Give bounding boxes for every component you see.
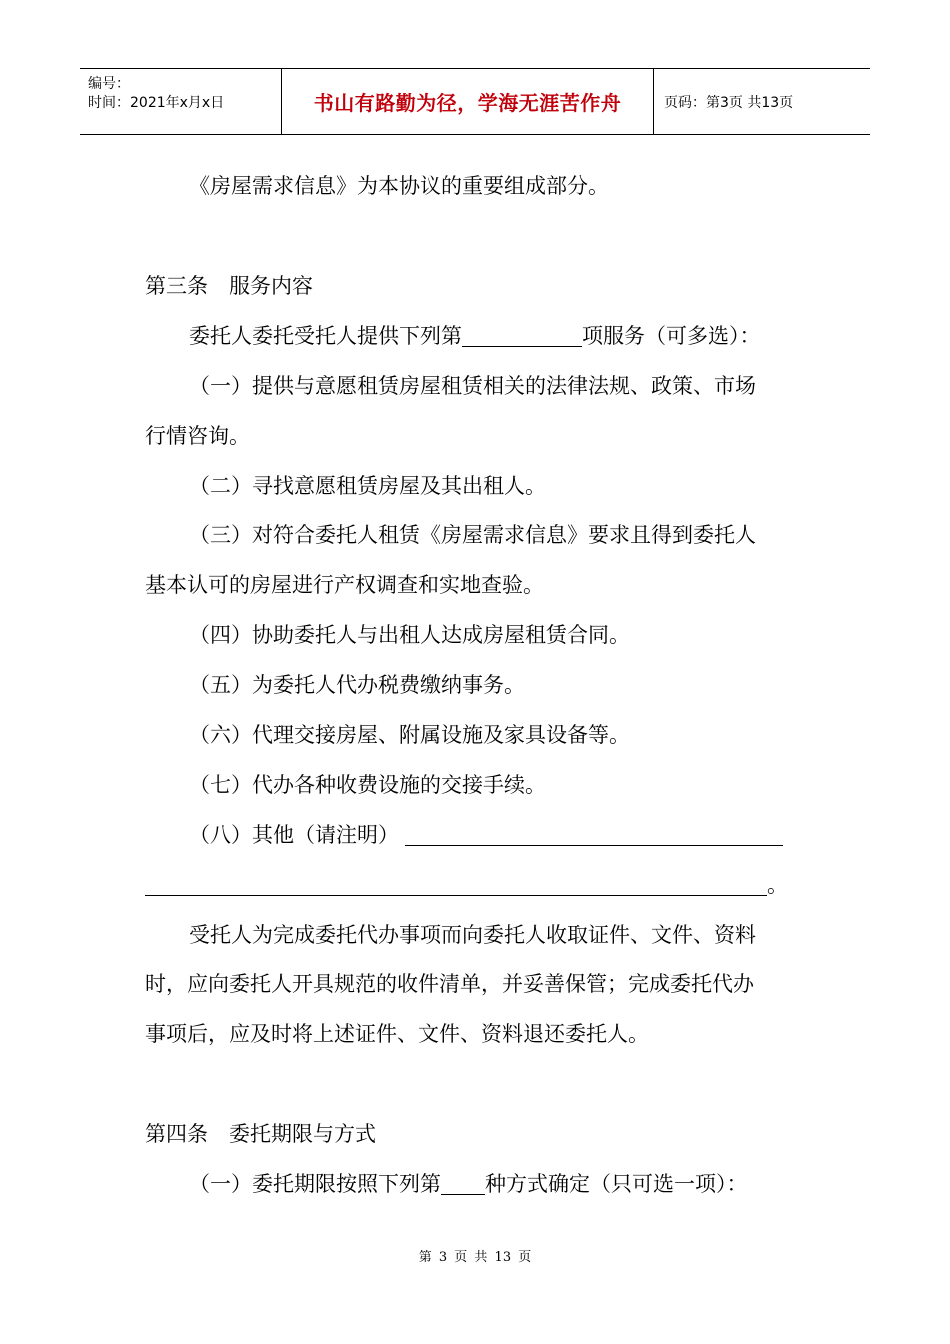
item6: （六）代理交接房屋、附属设施及家具设备等。 (189, 723, 630, 747)
item7: （七）代办各种收费设施的交接手续。 (189, 773, 546, 797)
lead-text-after: 项服务（可多选）： (582, 324, 761, 348)
lead-text-before: 委托人委托受托人提供下列第 (189, 324, 462, 348)
article3-title: 第三条 服务内容 (145, 274, 313, 298)
article4-item1-before: （一）委托期限按照下列第 (189, 1172, 441, 1196)
page-footer: 第 3 页 共 13 页 (418, 1250, 532, 1265)
other-specify-blank-2[interactable] (145, 874, 767, 896)
page-info: 页码：第3页 共13页 (664, 94, 794, 111)
number-label: 编号： (88, 76, 130, 92)
item2: （二）寻找意愿租赁房屋及其出租人。 (189, 474, 546, 498)
item3-line1: （三）对符合委托人租赁《房屋需求信息》要求且得到委托人 (189, 523, 756, 547)
article4-item1 (189, 1170, 748, 1198)
article4-item1-after: 种方式确定（只可选一项）： (485, 1172, 748, 1196)
item8 (189, 821, 783, 849)
motto-text: 书山有路勤为径，学海无涯苦作舟 (313, 91, 622, 115)
header-info-cell (80, 69, 282, 134)
item8-label: （八）其他（请注明） (189, 823, 399, 847)
para-line1: 受托人为完成委托代办事项而向委托人收取证件、文件、资料 (189, 923, 756, 947)
item1-line2: 行情咨询。 (145, 424, 250, 448)
header-table (80, 68, 870, 135)
intro-paragraph: 《房屋需求信息》为本协议的重要组成部分。 (189, 174, 609, 198)
para-line3: 事项后，应及时将上述证件、文件、资料退还委托人。 (145, 1022, 649, 1046)
item8-end: 。 (767, 873, 788, 897)
item3-line2: 基本认可的房屋进行产权调查和实地查验。 (145, 573, 544, 597)
service-number-blank[interactable] (462, 325, 582, 347)
article4-title: 第四条 委托期限与方式 (145, 1122, 376, 1146)
item8-continuation (145, 871, 788, 899)
method-number-blank[interactable] (441, 1173, 485, 1195)
item5: （五）为委托人代办税费缴纳事务。 (189, 673, 525, 697)
para-line2: 时，应向委托人开具规范的收件清单，并妥善保管；完成委托代办 (145, 972, 754, 996)
item1-line1: （一）提供与意愿租赁房屋租赁相关的法律法规、政策、市场 (189, 374, 756, 398)
item4: （四）协助委托人与出租人达成房屋租赁合同。 (189, 623, 630, 647)
article3-lead (189, 322, 761, 350)
motto-cell (282, 69, 654, 134)
date-line: 时间：2021年x月x日 (88, 95, 225, 111)
other-specify-blank[interactable] (405, 824, 783, 846)
